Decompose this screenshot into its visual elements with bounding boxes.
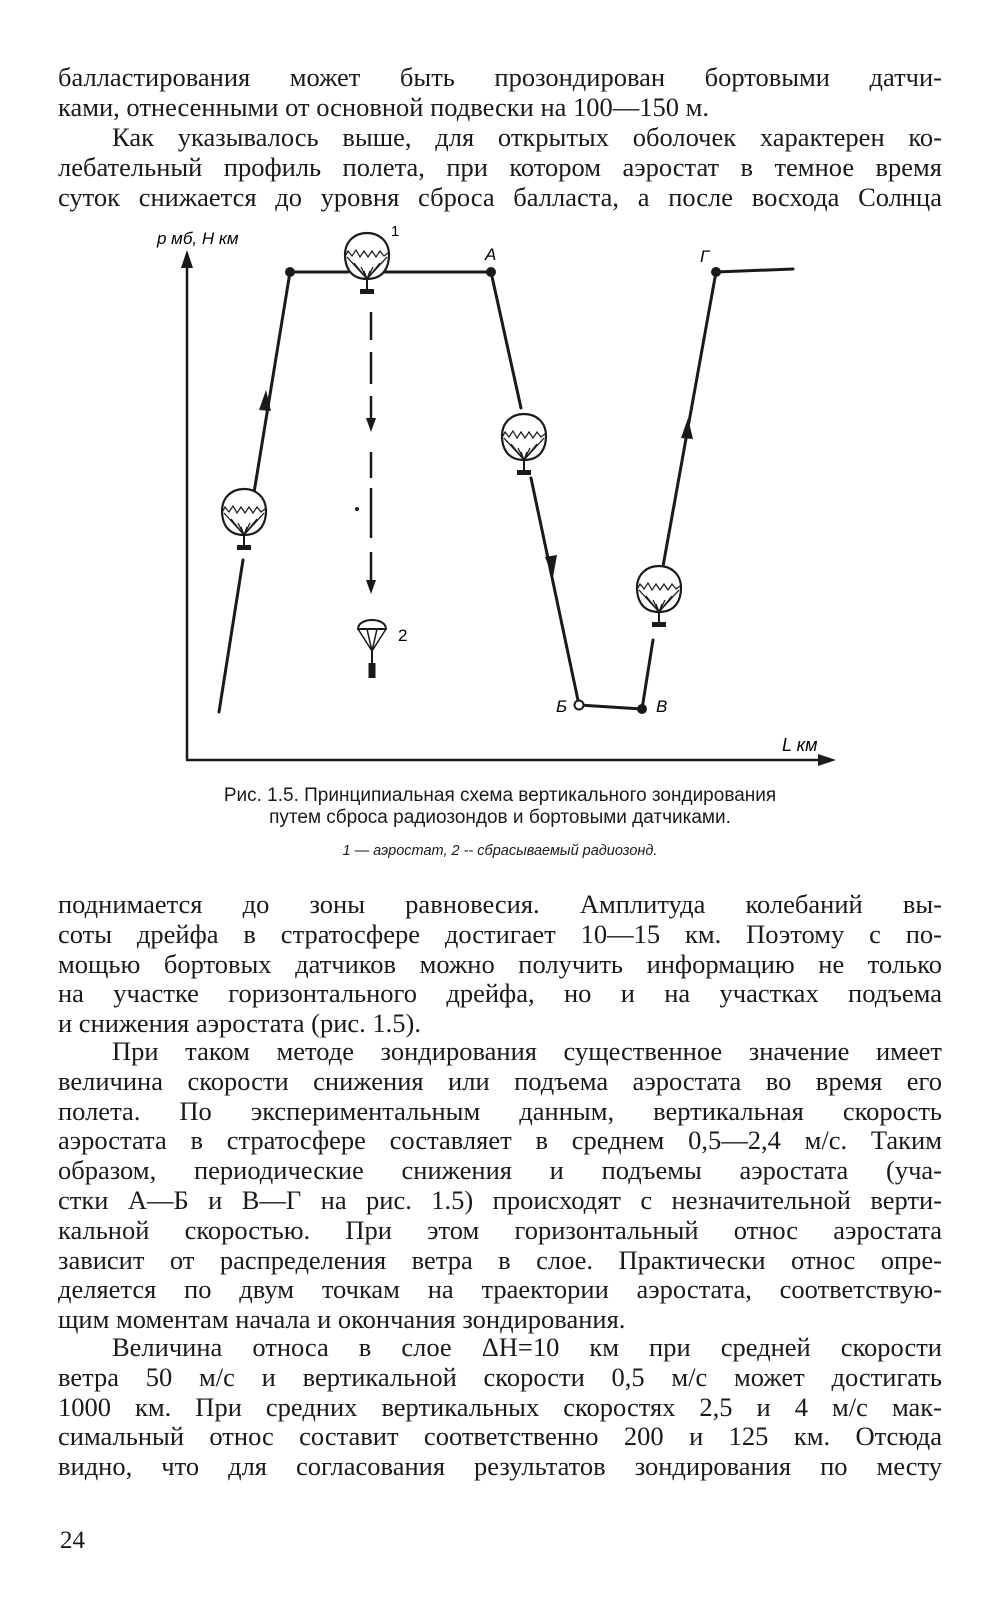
- arrow-down-icon: [366, 580, 376, 594]
- text-line: кальной скоростью. При этом горизонтальный относ аэростата: [58, 1214, 942, 1245]
- text-line: мощью бортовых датчиков можно получить информацию не только: [58, 948, 942, 979]
- arrow-down-icon: [366, 418, 376, 432]
- text-line: симальный относ составит соответственно 200 и 125 км. Отсюда: [58, 1421, 942, 1452]
- paragraph-4: [58, 1037, 942, 1335]
- balloon-trajectory: [219, 269, 793, 712]
- figure-caption: Рис. 1.5. Принципиальная схема вертикального зондирования: [223, 785, 777, 806]
- text-top-continuation: [58, 63, 942, 123]
- paragraph-5: [58, 1333, 942, 1482]
- label-G: Г: [700, 247, 710, 266]
- axes: [181, 250, 836, 766]
- arrow-up-icon: [681, 418, 693, 439]
- text-line: величина скорости снижения или подъема аэростата во время его: [58, 1065, 942, 1096]
- x-axis-label: L км: [782, 735, 818, 755]
- text-line: Величина относа в слое ΔH=10 км при средней скорости: [112, 1332, 942, 1362]
- text-line: поднимается до зоны равновесия. Амплитуда колебаний вы-: [58, 889, 942, 919]
- paragraph-2: [58, 123, 942, 212]
- text-line: 1000 км. При средних вертикальных скоростях 2,5 и 4 м/с мак-: [58, 1391, 942, 1422]
- label-V: В: [656, 697, 668, 716]
- text-line: При таком методе зондирования существенное значение имеет: [112, 1036, 942, 1066]
- figure-caption: путем сброса радиозондов и бортовыми датчиками.: [269, 807, 731, 828]
- text-line: деляется по двум точкам на траектории аэростата, соответствую-: [58, 1274, 942, 1305]
- text-line: на участке горизонтального дрейфа, но и на участках подъема: [58, 978, 942, 1009]
- label-1: 1: [391, 223, 400, 240]
- text-line: и снижения аэростата (рис. 1.5).: [58, 1008, 422, 1039]
- text-line: полета. По экспериментальным данным, вертикальная скорость: [58, 1095, 942, 1126]
- text-line: аэростата в стратосфере составляет в среднем 0,5—2,4 м/с. Таким: [58, 1125, 942, 1156]
- text-line: зависит от распределения ветра в слое. Практически относ опре-: [58, 1244, 942, 1275]
- radiosonde-parachute-icon: [358, 620, 386, 678]
- text-line: ками, отнесенными от основной подвески на 100—150 м.: [58, 91, 710, 122]
- page-number: 24: [60, 1527, 85, 1554]
- text-line: соты дрейфа в стратосфере достигает 10—15 км. Поэтому с по-: [58, 918, 942, 949]
- text-line: Как указывалось выше, для открытых оболочек характерен ко-: [112, 122, 942, 152]
- balloon-icon: [222, 489, 266, 550]
- label-B: Б: [556, 697, 568, 716]
- label-A: А: [485, 245, 497, 264]
- paragraph-3: [58, 890, 942, 1039]
- text-line: стки А—Б и В—Г на рис. 1.5) происходят с незначительной верти-: [58, 1184, 942, 1215]
- balloon-icon: [637, 566, 681, 627]
- text-line: балластирования может быть прозондирован бортовыми датчи-: [58, 62, 942, 92]
- point-B: [575, 701, 584, 710]
- point-A: [486, 267, 496, 277]
- text-line: лебательный профиль полета, при котором аэростат в темное время: [58, 151, 942, 182]
- text-line: образом, периодические снижения и подъемы аэростата (уча-: [58, 1155, 942, 1186]
- label-2: 2: [398, 626, 408, 645]
- trajectory-points: [285, 267, 721, 714]
- y-axis-label: p мб, H км: [157, 229, 239, 248]
- point-V: [637, 704, 647, 714]
- text-line: видно, что для согласования результатов зондирования по месту: [58, 1451, 942, 1482]
- y-axis-arrow-icon: [181, 250, 193, 268]
- text-line: ветра 50 м/с и вертикальной скорости 0,5 м/с может достигать: [58, 1361, 942, 1392]
- balloon-icon: [502, 414, 546, 475]
- balloon-icon: [345, 233, 389, 294]
- figure-sounding-scheme: [140, 215, 860, 775]
- point: [285, 267, 295, 277]
- speck: [355, 507, 359, 511]
- text-line: суток снижается до уровня сброса балласта, а после восхода Солнца: [58, 181, 942, 212]
- x-axis-arrow-icon: [818, 754, 836, 766]
- point-G: [711, 267, 721, 277]
- text-line: щим моментам начала и окончания зондирования.: [58, 1304, 626, 1335]
- figure-legend: 1 — аэростат, 2 -- сбрасываемый радиозонд.: [342, 843, 658, 859]
